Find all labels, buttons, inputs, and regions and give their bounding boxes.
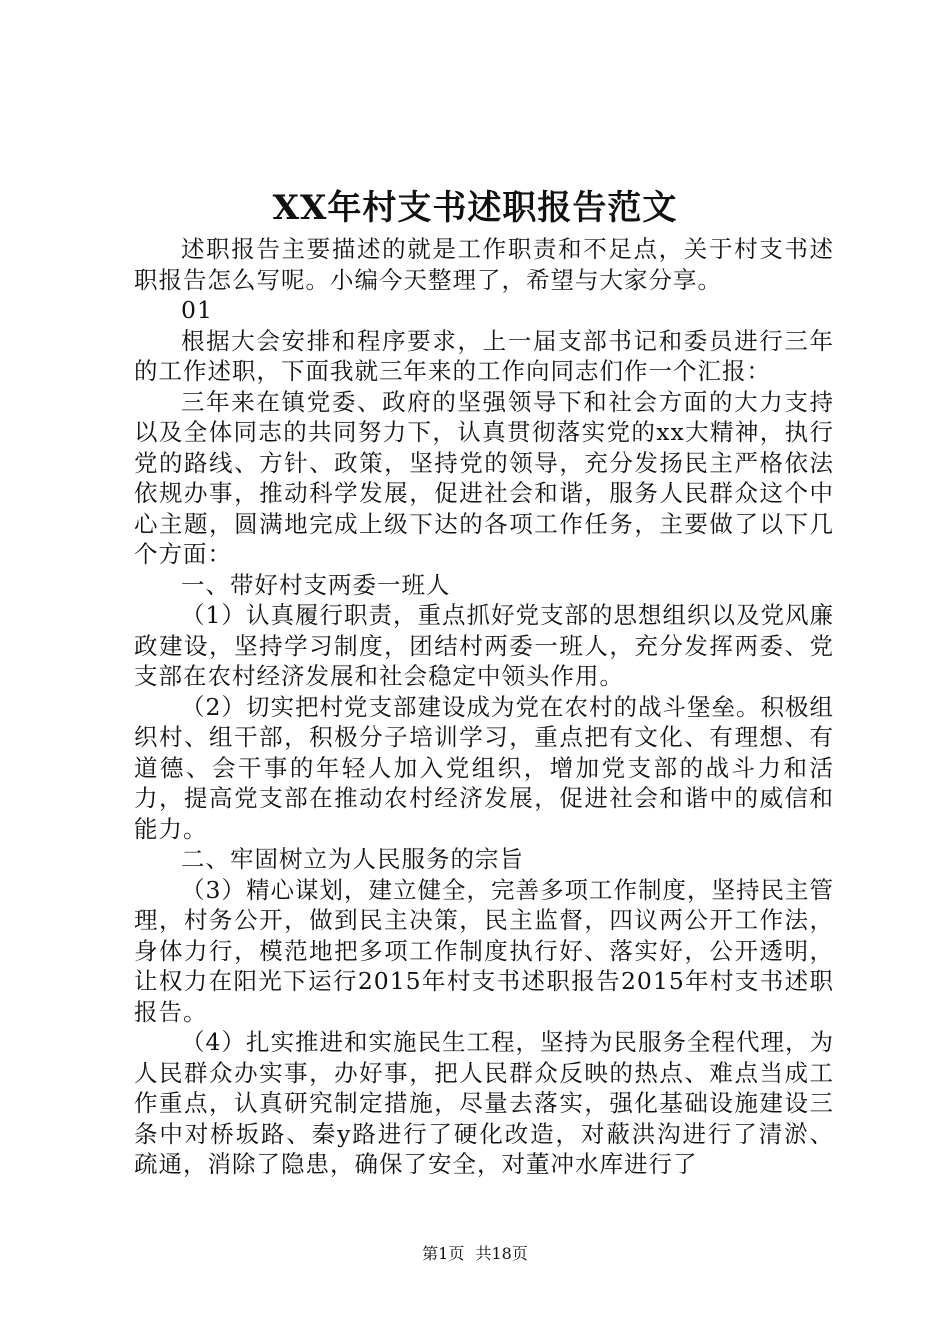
- paragraph-opening: 根据大会安排和程序要求，上一届支部书记和委员进行三年的工作述职，下面我就三年来的工作向同志们作一个汇报：: [134, 326, 834, 385]
- paragraph-item-4: （4）扎实推进和实施民生工程，坚持为民服务全程代理，为人民群众办实事，办好事，把人民群众反映的热点、难点当成工作重点，认真研究制定措施，尽量去落实，强化基础设施建设三条中对桥坂路、秦y路进行了硬化改造，对蔽洪沟进行了清淤、疏通，消除了隐患，确保了安全，对董冲水库进行了: [134, 1028, 834, 1178]
- paragraph-item-2: （2）切实把村党支部建设成为党在农村的战斗堡垒。积极组织村、组干部，积极分子培训学习，重点把有文化、有理想、有道德、会干事的年轻人加入党组织，增加党支部的战斗力和活力，提高党支部在推动农村经济发展，促进社会和谐中的威信和能力。: [134, 692, 834, 843]
- paragraph-section-number: 01: [181, 296, 213, 324]
- document-body: [134, 234, 834, 1180]
- heading-section-2: 二、牢固树立为人民服务的宗旨: [181, 845, 524, 873]
- page-total: 共18页: [475, 1244, 528, 1263]
- page-number: 第1页: [422, 1244, 465, 1263]
- heading-section-1: 一、带好村支两委一班人: [181, 570, 451, 599]
- paragraph-summary: 三年来在镇党委、政府的坚强领导下和社会方面的大力支持以及全体同志的共同努力下，认真贯彻落实党的xx大精神，执行党的路线、方针、政策，坚持党的领导，充分发扬民主严格依法依规办事，推动科学发展，促进社会和谐，服务人民群众这个中心主题，圆满地完成上级下达的各项工作任务，主要做了以下几个方面：: [134, 387, 834, 568]
- document-title: XX年村支书述职报告范文: [272, 188, 678, 228]
- paragraph-intro: 述职报告主要描述的就是工作职责和不足点，关于村支书述职报告怎么写呢。小编今天整理了，希望与大家分享。: [134, 235, 834, 294]
- paragraph-item-3: （3）精心谋划，建立健全，完善多项工作制度，坚持民主管理，村务公开，做到民主决策，民主监督，四议两公开工作法，身体力行，模范地把多项工作制度执行好、落实好，公开透明，让权力在阳光下运行2015年村支书述职报告2015年村支书述职报告。: [134, 875, 834, 1026]
- paragraph-item-1: （1）认真履行职责，重点抓好党支部的思想组织以及党风廉政建设，坚持学习制度，团结村两委一班人，充分发挥两委、党支部在农村经济发展和社会稳定中领头作用。: [134, 601, 834, 690]
- page-footer: [0, 1242, 950, 1266]
